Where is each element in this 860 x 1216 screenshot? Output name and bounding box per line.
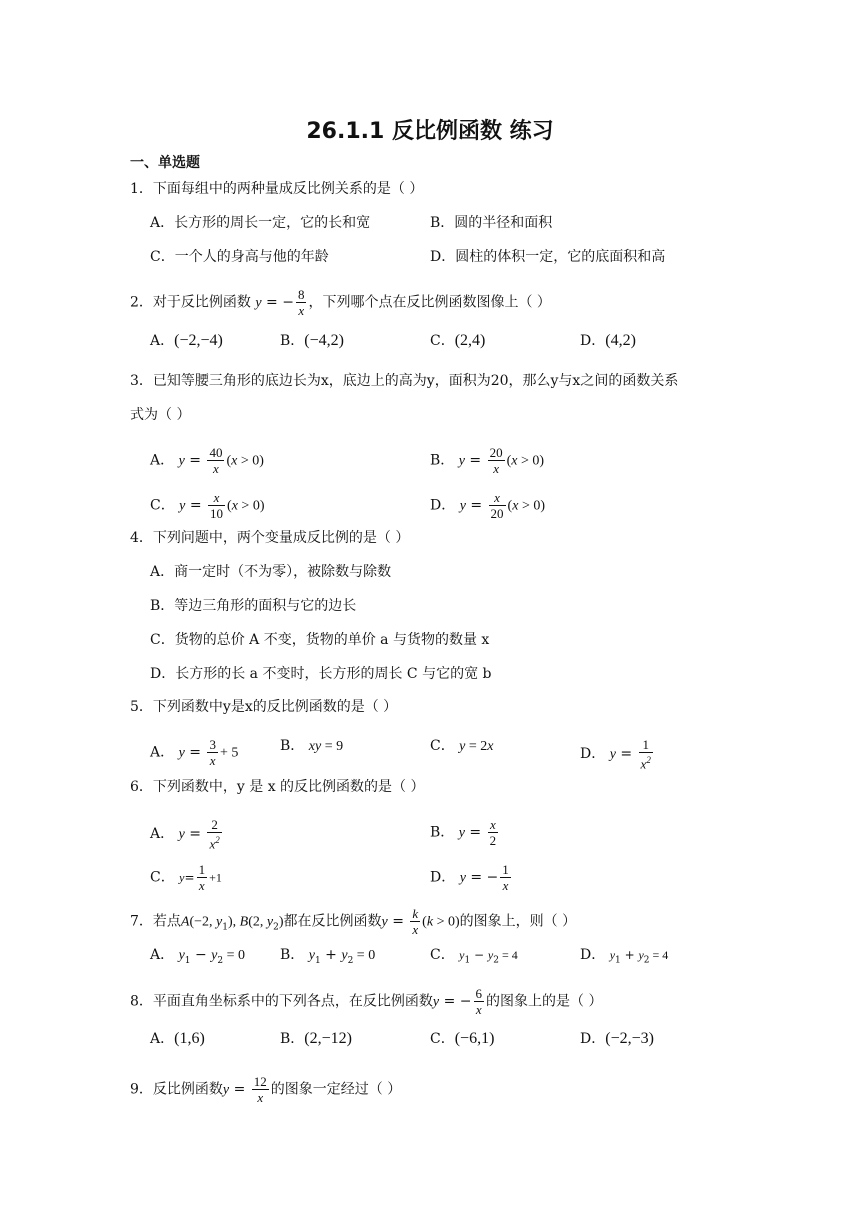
q1-option-a: A．长方形的周长一定，它的长和宽 [150, 215, 371, 231]
q3-option-a: A． y = $\frac{40}{x}$ (x > 0) [150, 445, 264, 476]
q3-option-c: C． y = $\frac{x}{10}$ (x > 0) [150, 490, 265, 521]
q8-option-a: A．(1,6) [150, 1030, 205, 1047]
q8-stem: 8．平面直角坐标系中的下列各点，在反比例函数y = − $\frac{6}{x}$ 的图象上的是（ ） [130, 986, 603, 1017]
q8-option-c: C．(−6,1) [430, 1030, 495, 1047]
q5-option-d: D． y = $\frac{1}{x^2}$ [580, 737, 651, 772]
q7-option-c: C． $y_1 - y_2 = 4$ [430, 947, 518, 966]
q6-option-b: B． y = $\frac{x}{2}$ [430, 817, 497, 848]
q3-option-b: B． y = $\frac{20}{x}$ (x > 0) [430, 445, 545, 476]
q6-stem: 6．下列函数中，y 是 x 的反比例函数的是（ ） [130, 779, 425, 795]
q7-option-b: B． $y_1 + y_2 = 0$ [280, 947, 376, 966]
q9-stem: 9．反比例函数y = $\frac{12}{x}$ 的图象一定经过（ ） [130, 1074, 402, 1105]
q5-option-b: B． xy = 9 [280, 738, 344, 754]
q1-option-c: C．一个人的身高与他的年龄 [150, 249, 329, 265]
q4-option-a: A．商一定时（不为零），被除数与除数 [150, 564, 392, 580]
q6-option-d: D． y = − $\frac{1}{x}$ [430, 862, 509, 893]
q6-option-c: C． y= $\frac{1}{x}$ +1 [150, 862, 222, 893]
q6-option-a: A． y = $\frac{2}{x^2}$ [150, 817, 220, 852]
page-title: 26.1.1 反比例函数 练习 [306, 119, 554, 144]
q2-option-a: A．(−2,−4) [150, 332, 223, 349]
q8-option-b: B．(2,−12) [280, 1030, 352, 1047]
q4-stem: 4．下列问题中，两个变量成反比例的是（ ） [130, 530, 410, 546]
q1-stem: 1．下面每组中的两种量成反比例关系的是（ ） [130, 181, 424, 197]
q3-stem-line1: 3．已知等腰三角形的底边长为x，底边上的高为y，面积为20，那么y与x之间的函数关系 [130, 373, 679, 389]
q7-option-a: A． $y_1 - y_2 = 0$ [150, 947, 246, 966]
q5-stem: 5．下列函数中y是x的反比例函数的是（ ） [130, 699, 398, 715]
section-heading: 一、单选题 [130, 155, 200, 171]
q2-option-d: D．(4,2) [580, 332, 636, 349]
q3-stem-line2: 式为（ ） [130, 407, 191, 423]
q5-option-a: A． y = $\frac{3}{x}$ + 5 [150, 737, 239, 768]
q1-option-b: B．圆的半径和面积 [430, 215, 553, 231]
q7-stem: 7．若点A(−2, $y_1$), B(2, $y_2$)都在反比例函数y = $\frac{k}{x}$ (k > 0)的图象上，则（ ） [130, 906, 577, 937]
q2-stem: 2．对于反比例函数 y = − $\frac{8}{x}$ ，下列哪个点在反比例函数图像上（ ） [130, 287, 551, 318]
q2-option-b: B．(−4,2) [280, 332, 344, 349]
q1-option-d: D．圆柱的体积一定，它的底面积和高 [430, 249, 666, 265]
q4-option-b: B．等边三角形的面积与它的边长 [150, 598, 357, 614]
q5-option-c: C． y = 2x [430, 738, 494, 754]
q8-option-d: D．(−2,−3) [580, 1030, 654, 1047]
q2-option-c: C．(2,4) [430, 332, 486, 349]
q2-stem-post: ，下列哪个点在反比例函数图像上（ ） [308, 294, 551, 311]
q4-option-c: C．货物的总价 A 不变，货物的单价 a 与货物的数量 x [150, 632, 490, 648]
q2-stem-pre: 2．对于反比例函数 [130, 294, 251, 311]
q7-option-d: D． $y_1 + y_2 = 4$ [580, 947, 669, 966]
q3-option-d: D． y = $\frac{x}{20}$ (x > 0) [430, 490, 545, 521]
q4-option-d: D．长方形的长 a 不变时，长方形的周长 C 与它的宽 b [150, 666, 492, 682]
